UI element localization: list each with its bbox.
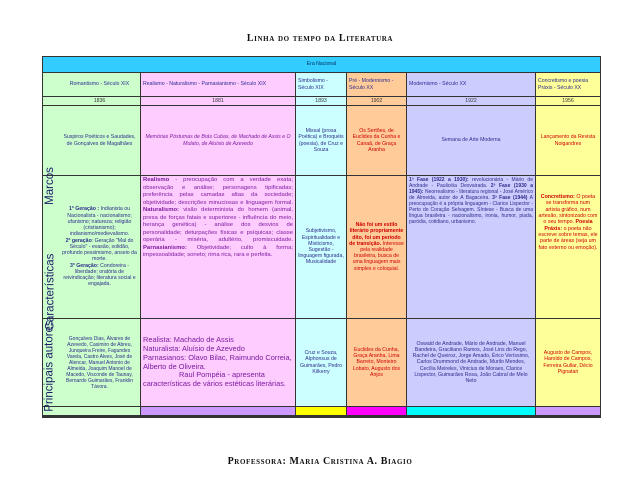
- side-label-caracteristicas: Características: [44, 253, 56, 331]
- naturalismo-label: Naturalismo:: [143, 207, 180, 214]
- g3-label: 3ª Geração:: [69, 262, 99, 269]
- g2-label: 2ª geração: [65, 237, 92, 244]
- date-premodernismo: 1902: [347, 97, 406, 105]
- movement-romantismo: Romantismo - Século XIX: [43, 73, 140, 96]
- concretismo-label: Concretismo:: [540, 194, 575, 200]
- pre-label: Não foi um estilo literário propriamente dito, foi um período de transição.: [349, 222, 404, 247]
- caract-realismo: [141, 176, 295, 318]
- praxis-text: o poeta não escreve sobre temas, ele parte de áreas (seja um fato externo ou emoção).: [538, 225, 598, 251]
- marco-modernismo: Semana de Arte Moderna: [407, 106, 535, 175]
- bar-modernismo: [407, 407, 535, 415]
- autores-modernismo: Oswald de Andrade, Mário de Andrade, Manuel Bandeira, Graciliano Ramos, José Lins do Rego, Rachel de Queiroz, Jorge Amado, Érico Veríssimo, Carlos Drummond de Andrade, Murilo Mendes, Cecília Meireles, Vinicius de Moraes, Clarice Lispector, Guimarães Rosa, João Cabral de Melo Neto: [407, 319, 535, 406]
- fase3-label: 3ª Fase (1944): [492, 195, 528, 201]
- pre-text: Interesse pela realidade brasileira, busca de uma linguagem mais simples e coloquial.: [352, 240, 404, 272]
- caract-concretismo: [536, 176, 600, 318]
- g1-label: 1ª Geração :: [68, 206, 100, 213]
- g3-text: Condoreira - liberdade; oratória de reivindicação; literatura social e engajada.: [63, 262, 136, 288]
- movement-premodernismo: Pré - Modernismo - Século XX: [347, 73, 406, 96]
- movement-simbolismo: Simbolismo - Século XIX: [296, 73, 346, 96]
- realismo-label: Realismo: [143, 177, 170, 183]
- fase1-label: 1ª Fase (1922 a 1930):: [409, 177, 469, 183]
- g2-text: : Geração "Mal do Século" - evasão, solidão, profundo pessimismo, anseio da morte.: [62, 237, 137, 263]
- fase1-text: revolucionária - Mário de Andrade - Paulicéia Desvairada.: [409, 177, 533, 189]
- era-header: Era Nacional: [43, 57, 600, 72]
- date-modernismo: 1922: [407, 97, 535, 105]
- caract-modernismo: [407, 176, 535, 318]
- fase3-text: A preocupação é a própria linguagem - Clarice Lispector - Perto do Coração Selvagem. Síntese - Busca de uma língua brasileira - nacionalismo, ironia, humor, piada, paródia, cotidiano, urbanismo.: [409, 195, 533, 225]
- autores-concretismo: Augusto de Campos, Haroldo de Campos, Ferreira Gullar, Décio Pignatari: [536, 319, 600, 406]
- autores-premodernismo: Euclides da Cunha, Graça Aranha, Lima Barreto, Monteiro Lobato, Augusto dos Anjos: [347, 319, 406, 406]
- side-label-marcos: Marcos: [44, 166, 57, 205]
- date-simbolismo: 1893: [296, 97, 346, 105]
- parnasianismo-text: Objetividade; culto à forma; impessoalidade; soneto; rima rica, rara e perfeita.: [143, 244, 293, 259]
- date-romantismo: 1836: [43, 97, 140, 105]
- bar-simbolismo: [296, 407, 346, 415]
- footer-professora: Professora: Maria Cristina A. Biagio: [227, 456, 413, 467]
- date-concretismo: 1956: [536, 97, 600, 105]
- bar-realismo: [141, 407, 295, 415]
- autores-parnasianos: Parnasianos: Olavo Bilac, Raimundo Correia, Alberto de Oliveira.: [143, 352, 292, 371]
- concretismo-text: O poeta se transforma num artista gráfico, num artesão, sintonizado com o seu tempo.: [538, 194, 598, 226]
- autores-realista: Realista: Machado de Assis: [143, 334, 234, 344]
- autores-raul-pompeia: Raul Pompéia - apresenta características de vários estéticas literárias.: [143, 370, 286, 389]
- marco-simbolismo: Missal (prosa Poética) e Broquéis (poesia), de Cruz e Souza: [296, 106, 346, 175]
- date-realismo: 1881: [141, 97, 295, 105]
- caract-premodernismo: [347, 176, 406, 318]
- realismo-text: - preocupação com a verdade exata; observação e análise; personagens tipificadas; preferência pelas camadas altas da sociedade; objetividade; descrições minuciosas e linguagem formal.: [143, 177, 293, 206]
- praxis-label: Poesia Práxis:: [544, 219, 593, 232]
- bar-premodernismo: [347, 407, 406, 415]
- autores-romantismo: Gonçalves Dias, Álvares de Azevedo, Casimiro de Abreu, Junqueira Freire, Fagundes Varela, Castro Alves, José de Alencar, Manuel Antonio de Almeida, Joaquim Manoel de Macedo, Visconde de Taunay, Bernardo Guimarães, Franklin Távora.: [43, 319, 140, 406]
- timeline-table: [42, 56, 601, 418]
- parnasianismo-label: Parnasianismo:: [143, 244, 187, 251]
- autores-simbolismo: Cruz e Souza, Alphonsus de Guimarães, Pedro Kilkerry: [296, 319, 346, 406]
- caract-simbolismo: Subjetivismo, Espiritualidade e Misticismo, Sugestão - linguagem figurada, Musicalidade: [296, 176, 346, 318]
- movement-modernismo: Modernismo - Século XX: [407, 73, 535, 96]
- marco-romantismo: Suspiros Poéticos e Saudades, de Gonçalves de Magalhães: [43, 106, 140, 175]
- marco-concretismo: Lançamento da Revista Noigandres: [536, 106, 600, 175]
- autores-naturalista: Naturalista: Aluísio de Azevedo: [143, 343, 245, 353]
- fase2-text: Neorrealismo - literatura regional - José Américo de Almeida, autor de A Bagaceira.: [409, 189, 534, 201]
- movement-realismo: Realismo - Naturalismo - Parnasianismo - Século XIX: [141, 73, 295, 96]
- page-title: Linha do tempo da Literatura: [246, 33, 394, 44]
- marco-premodernismo: Os Sertões, de Euclides da Cunha e Canaã, de Graça Aranha: [347, 106, 406, 175]
- marco-realismo: Memórias Póstumas de Brás Cubas, de Machado de Assis e O Mulato, de Aluísio de Azevedo: [141, 106, 295, 175]
- side-label-autores: Principais autores: [44, 319, 56, 412]
- autores-realismo: [141, 319, 295, 406]
- movement-concretismo: Concretismo e poesia Práxis - Século XX: [536, 73, 600, 96]
- naturalismo-text: visão determinista do homem (animal, presa de forças fatais e superiores - influência do meio, herança genética) - análise dos desvios de personalidade; deturpações físicas e psíquicas; classe operária - miséria, adultério, promiscuidade.: [143, 207, 293, 244]
- bar-concretismo: [536, 407, 600, 415]
- g1-text: Indianista ou Nacionalista - nacionalismo; ufanismo; natureza; religião (cristianismo); indianismo/medievalismo.: [67, 206, 132, 238]
- fase2-label: 2ª Fase (1930 a 1945):: [409, 183, 534, 195]
